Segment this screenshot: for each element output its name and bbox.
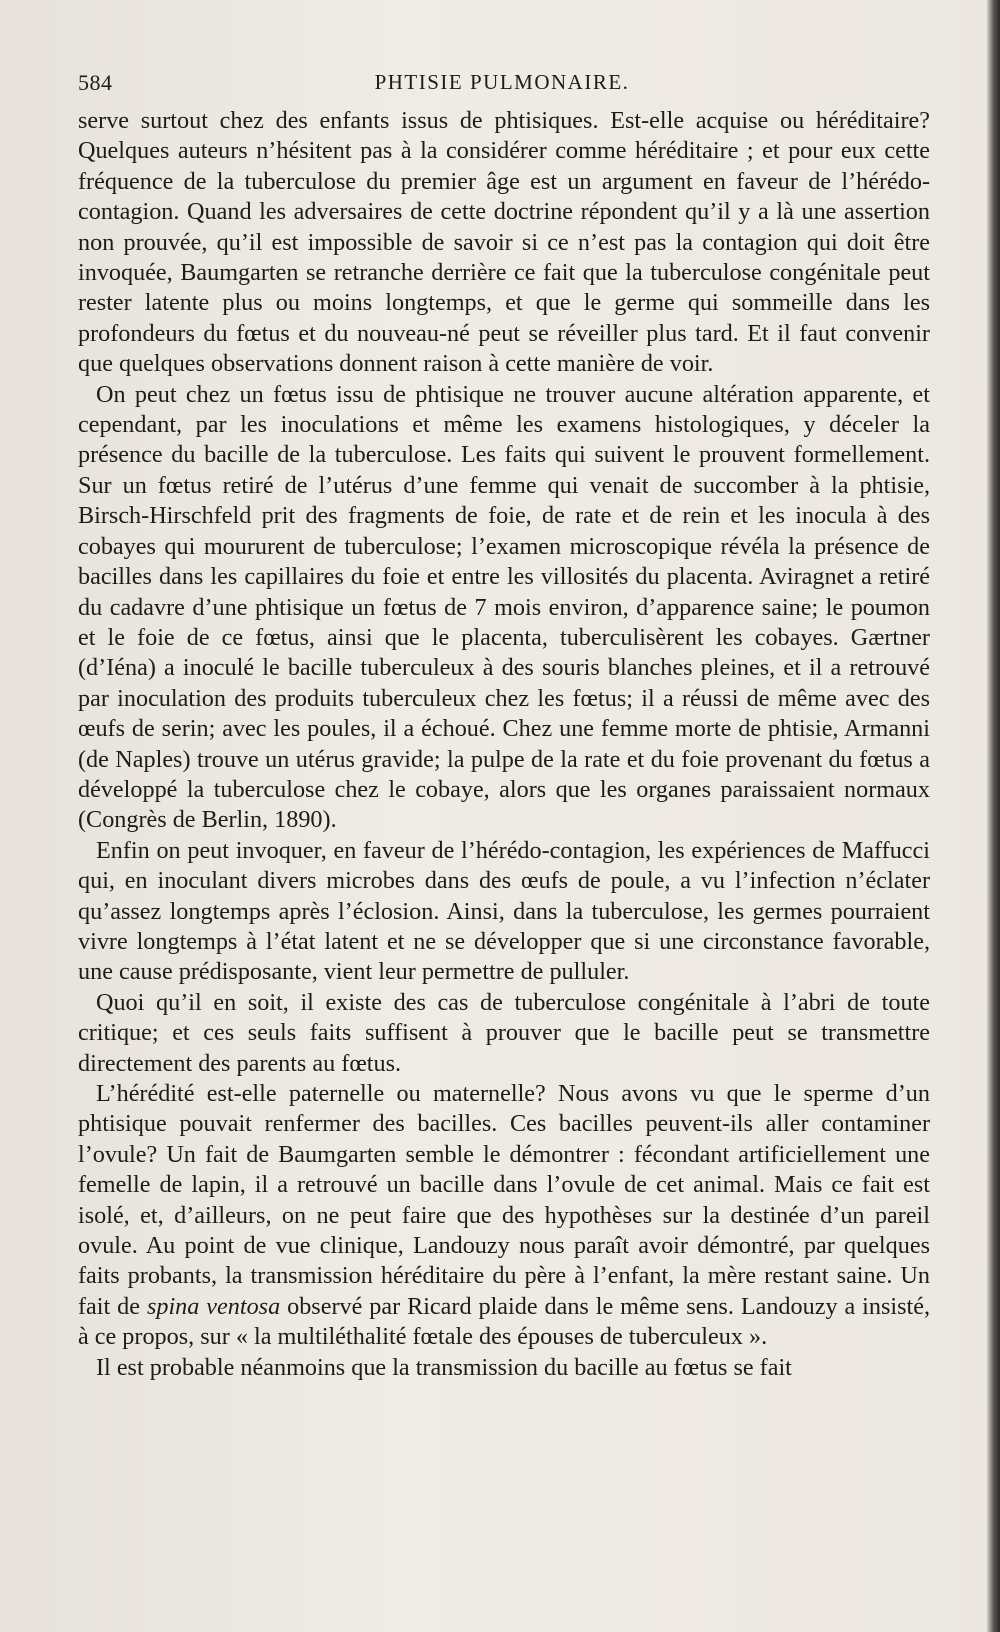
paragraph-3: Enfin on peut invoquer, en faveur de l’hérédo-contagion, les expériences de Maffucci qui, en inoculant divers microbes dans des œufs de poule, a vu l’infection n’éclater qu’assez longtemps après l’éclosion. Ainsi, dans la tuberculose, les germes pourraient vivre longtemps à l’état latent et ne se développer que si une circonstance favorable, une cause prédisposante, vient leur permettre de pulluler. — [78, 836, 930, 986]
paragraph-2: On peut chez un fœtus issu de phtisique ne trouver aucune altération apparente, et cependant, par les inoculations et même les examens histologiques, y déceler la présence du bacille de la tuberculose. Les faits qui suivent le prouvent formellement. Sur un fœtus retiré de l’utérus d’une femme qui venait de succomber à la phtisie, Birsch-Hirschfeld prit des fragments de foie, de rate et de rein et les inocula à des cobayes qui moururent de tuberculose; l’examen microscopique révéla la présence de bacilles dans les capillaires du foie et entre les villosités du placenta. Aviragnet a retiré du cadavre d’une phtisique un fœtus de 7 mois environ, d’apparence saine; le poumon et le foie de ce fœtus, ainsi que le placenta, tuberculisèrent les cobayes. Gærtner (d’Iéna) a inoculé le bacille tuberculeux à des souris blanches pleines, et il a retrouvé par inoculation des produits tuberculeux chez les fœtus; il a réussi de même avec des œufs de serin; avec les poules, il a échoué. Chez une femme morte de phtisie, Armanni (de Naples) trouve un utérus gravide; la pulpe de la rate et du foie provenant du fœtus a développé la tuberculose chez le cobaye, alors que les organes paraissaient normaux (Congrès de Berlin, 1890). — [78, 380, 930, 834]
page-number: 584 — [78, 70, 113, 95]
body-text — [78, 106, 930, 1383]
page-header — [78, 70, 926, 100]
paragraph-5 — [78, 1079, 930, 1353]
running-head: PHTISIE PULMONAIRE. — [374, 70, 630, 94]
paragraph-1: serve surtout chez des enfants issus de phtisiques. Est-elle acquise ou héréditaire? Quelques auteurs n’hésitent pas à la considérer comme héréditaire ; et pour eux cette fréquence de la tuberculose du premier âge est un argument en faveur de l’hérédo-contagion. Quand les adversaires de cette doctrine répondent qu’il y a là une assertion non prouvée, qu’il est impossible de savoir si ce n’est pas la contagion qui doit être invoquée, Baumgarten se retranche derrière ce fait que la tuberculose congénitale peut rester latente plus ou moins longtemps, et que le germe qui sommeille dans les profondeurs du fœtus et du nouveau-né peut se réveiller plus tard. Et il faut convenir que quelques observations donnent raison à cette manière de voir. — [78, 107, 930, 378]
page-gutter-shadow — [986, 0, 1000, 1632]
paragraph-6: Il est probable néanmoins que la transmission du bacille au fœtus se fait — [96, 1353, 792, 1381]
paragraph-5-italic-term: spina ventosa — [146, 1292, 281, 1320]
paragraph-5-text-a: L’hérédité est-elle paternelle ou maternelle? Nous avons vu que le sperme d’un phtisique pouvait renfermer des bacilles. Ces bacilles peuvent-ils aller contaminer l’ovule? Un fait de Baumgarten semble le démontrer : fécondant artificiellement une femelle de lapin, il a retrouvé un bacille dans l’ovule de cet animal. Mais ce fait est isolé, et, d’ailleurs, on ne peut faire que des hypothèses sur la destinée d’un pareil ovule. Au point de vue clinique, Landouzy nous paraît avoir démontré, par quelques faits probants, la transmission héréditaire du père à l’enfant, la mère restant saine. Un fait de — [78, 1080, 930, 1320]
paragraph-4: Quoi qu’il en soit, il existe des cas de tuberculose congénitale à l’abri de toute critique; et ces seuls faits suffisent à prouver que le bacille peut se transmettre directement des parents au fœtus. — [78, 988, 930, 1077]
paragraph-5-text-b: observé par Ricard plaide dans le même sens. Landouzy a insisté, à ce propos, sur « la multiléthalité fœtale des épouses de tuberculeux ». — [78, 1292, 930, 1351]
